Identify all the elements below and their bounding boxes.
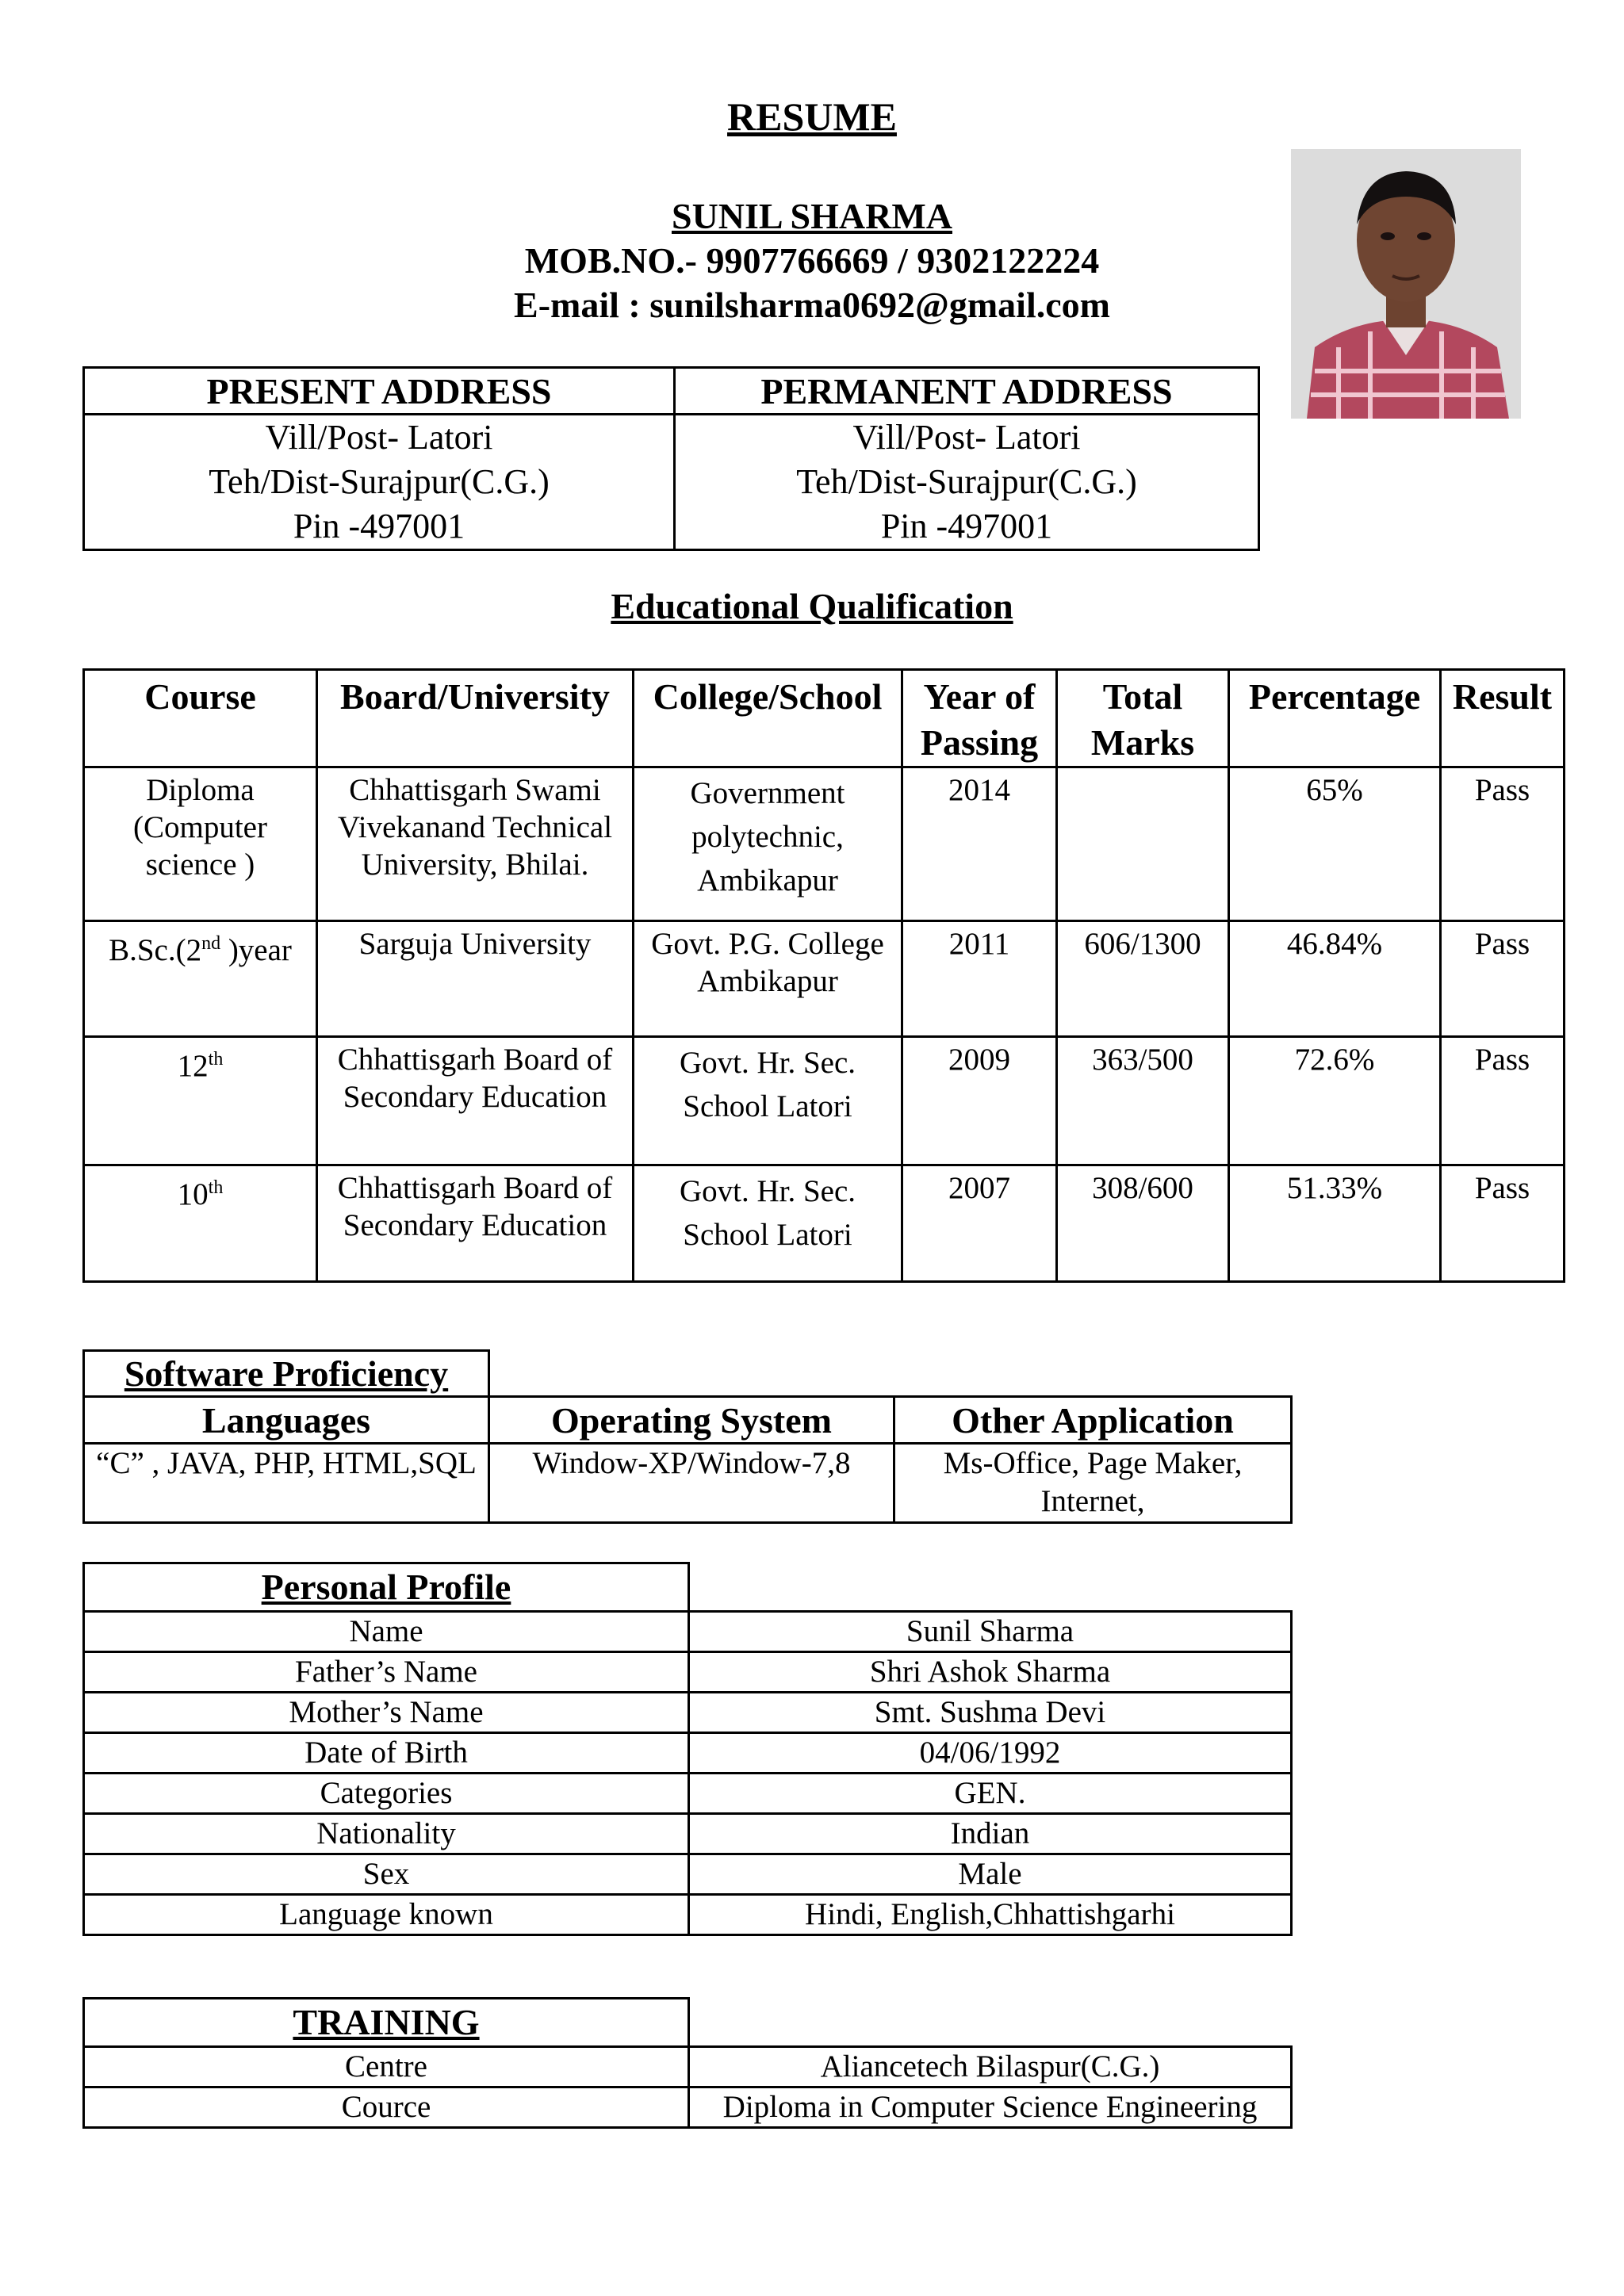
column-header: Year of Passing	[902, 670, 1057, 767]
course-text: 10	[177, 1177, 209, 1211]
table-row	[84, 1733, 1292, 1774]
personal-profile-table	[82, 1562, 1293, 1936]
candidate-name: SUNIL SHARMA	[671, 196, 952, 236]
table-row	[84, 1814, 1292, 1854]
column-header: Languages	[84, 1397, 489, 1444]
column-header: Total Marks	[1057, 670, 1229, 767]
board-cell: Chhattisgarh Swami Vivekanand Technical University, Bhilai.	[317, 767, 634, 921]
result-cell: Pass	[1441, 1165, 1565, 1282]
training-table	[82, 1997, 1293, 2129]
table-row	[84, 1895, 1292, 1935]
resume-title: RESUME	[727, 94, 897, 139]
profile-value: Hindi, English,Chhattishgarhi	[689, 1895, 1292, 1935]
table-row	[84, 921, 1565, 1037]
marks-cell: 606/1300	[1057, 921, 1229, 1037]
profile-label: Sex	[84, 1854, 689, 1895]
college-cell: Govt. Hr. Sec. School Latori	[634, 1165, 902, 1282]
course-text: B.Sc.(2	[109, 933, 202, 967]
course-cell	[84, 921, 317, 1037]
course-superscript: th	[208, 1177, 224, 1198]
permanent-address-cell	[675, 415, 1259, 550]
year-cell: 2014	[902, 767, 1057, 921]
column-header: Result	[1441, 670, 1565, 767]
software-table	[82, 1349, 1293, 1524]
personal-profile-heading: Personal Profile	[84, 1563, 689, 1612]
college-cell: Govt. P.G. College Ambikapur	[634, 921, 902, 1037]
course-text: 12	[177, 1049, 209, 1083]
permanent-address-header: PERMANENT ADDRESS	[675, 368, 1259, 415]
table-row	[84, 1037, 1565, 1165]
education-table	[82, 668, 1565, 1283]
marks-cell: 363/500	[1057, 1037, 1229, 1165]
column-header: Operating System	[489, 1397, 894, 1444]
percentage-cell: 72.6%	[1229, 1037, 1441, 1165]
training-label: Cource	[84, 2087, 689, 2128]
board-cell: Chhattisgarh Board of Secondary Education	[317, 1037, 634, 1165]
table-row	[84, 1693, 1292, 1733]
result-cell: Pass	[1441, 767, 1565, 921]
course-superscript: nd	[201, 933, 221, 954]
board-cell: Sarguja University	[317, 921, 634, 1037]
email-address: E-mail : sunilsharma0692@gmail.com	[514, 285, 1110, 325]
profile-photo	[1291, 149, 1521, 419]
year-cell: 2011	[902, 921, 1057, 1037]
course-cell: Diploma (Computer science )	[84, 767, 317, 921]
table-row	[84, 1652, 1292, 1693]
profile-label: Mother’s Name	[84, 1693, 689, 1733]
profile-value: Sunil Sharma	[689, 1612, 1292, 1652]
present-address-line: Pin -497001	[293, 507, 465, 545]
percentage-cell: 46.84%	[1229, 921, 1441, 1037]
empty-cell	[489, 1351, 1292, 1397]
empty-cell	[689, 1563, 1292, 1612]
profile-photo-image	[1291, 149, 1521, 419]
permanent-address-line: Teh/Dist-Surajpur(C.G.)	[796, 462, 1137, 501]
training-value: Aliancetech Bilaspur(C.G.)	[689, 2047, 1292, 2087]
course-cell	[84, 1165, 317, 1282]
percentage-cell: 51.33%	[1229, 1165, 1441, 1282]
year-cell: 2007	[902, 1165, 1057, 1282]
table-row	[84, 1854, 1292, 1895]
course-text-tail: )year	[220, 933, 292, 967]
percentage-cell: 65%	[1229, 767, 1441, 921]
marks-cell: 308/600	[1057, 1165, 1229, 1282]
table-row	[84, 2047, 1292, 2087]
profile-value: 04/06/1992	[689, 1733, 1292, 1774]
training-heading: TRAINING	[84, 1999, 689, 2047]
operating-system-value: Window-XP/Window-7,8	[489, 1444, 894, 1523]
course-cell	[84, 1037, 317, 1165]
table-row	[84, 1774, 1292, 1814]
other-application-value: Ms-Office, Page Maker, Internet,	[894, 1444, 1292, 1523]
table-row	[84, 767, 1565, 921]
column-header: Course	[84, 670, 317, 767]
profile-label: Language known	[84, 1895, 689, 1935]
course-superscript: th	[208, 1049, 224, 1070]
address-table	[82, 366, 1260, 551]
present-address-cell	[84, 415, 675, 550]
empty-cell	[689, 1999, 1292, 2047]
profile-value: Male	[689, 1854, 1292, 1895]
column-header: Percentage	[1229, 670, 1441, 767]
college-cell: Govt. Hr. Sec. School Latori	[634, 1037, 902, 1165]
profile-label: Categories	[84, 1774, 689, 1814]
training-label: Centre	[84, 2047, 689, 2087]
profile-label: Father’s Name	[84, 1652, 689, 1693]
board-cell: Chhattisgarh Board of Secondary Education	[317, 1165, 634, 1282]
table-row	[84, 2087, 1292, 2128]
table-row	[84, 1612, 1292, 1652]
result-cell: Pass	[1441, 921, 1565, 1037]
education-heading: Educational Qualification	[611, 586, 1013, 626]
profile-value: GEN.	[689, 1774, 1292, 1814]
profile-value: Indian	[689, 1814, 1292, 1854]
profile-label: Name	[84, 1612, 689, 1652]
column-header: Other Application	[894, 1397, 1292, 1444]
present-address-line: Teh/Dist-Surajpur(C.G.)	[209, 462, 550, 501]
profile-value: Smt. Sushma Devi	[689, 1693, 1292, 1733]
training-value: Diploma in Computer Science Engineering	[689, 2087, 1292, 2128]
year-cell: 2009	[902, 1037, 1057, 1165]
result-cell: Pass	[1441, 1037, 1565, 1165]
table-row	[84, 1165, 1565, 1282]
profile-label: Nationality	[84, 1814, 689, 1854]
column-header: College/School	[634, 670, 902, 767]
marks-cell	[1057, 767, 1229, 921]
present-address-line: Vill/Post- Latori	[265, 418, 493, 457]
column-header: Board/University	[317, 670, 634, 767]
mobile-number: MOB.NO.- 9907766669 / 9302122224	[524, 240, 1100, 281]
software-heading: Software Proficiency	[84, 1351, 489, 1397]
profile-label: Date of Birth	[84, 1733, 689, 1774]
college-cell: Government polytechnic, Ambikapur	[634, 767, 902, 921]
profile-value: Shri Ashok Sharma	[689, 1652, 1292, 1693]
present-address-header: PRESENT ADDRESS	[84, 368, 675, 415]
permanent-address-line: Vill/Post- Latori	[852, 418, 1081, 457]
languages-value: “C” , JAVA, PHP, HTML,SQL	[84, 1444, 489, 1523]
permanent-address-line: Pin -497001	[880, 507, 1053, 545]
